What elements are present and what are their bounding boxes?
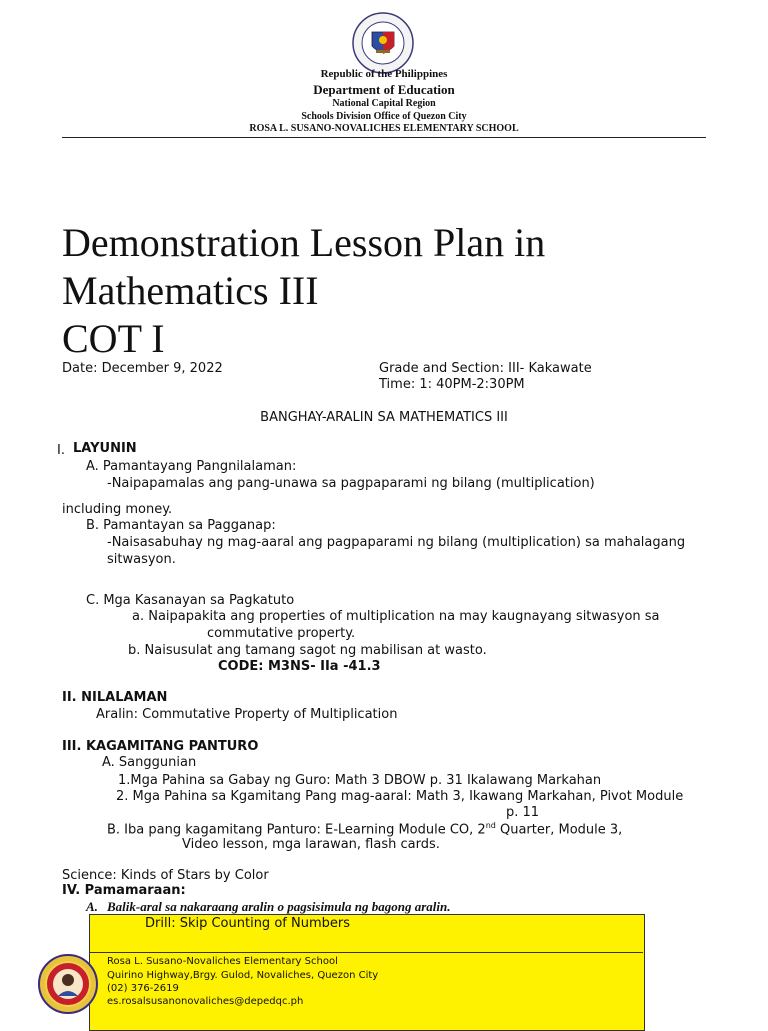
header-division: Schools Division Office of Quezon City — [301, 111, 467, 122]
footer-school-name: Rosa L. Susano-Novaliches Elementary School — [107, 956, 338, 967]
section1-c-label: C. Mga Kasanayan sa Pagkatuto — [86, 593, 295, 608]
header-department: Department of Education — [313, 82, 455, 97]
section1-a-text: -Naipapamalas ang pang-unawa sa pagpaparami ng bilang (multiplication) — [107, 476, 595, 491]
section3-a1: 1.Mga Pahina sa Gabay ng Guro: Math 3 DBOW p. 31 Ikalawang Markahan — [118, 773, 602, 788]
section2-aralin: Aralin: Commutative Property of Multiplication — [96, 707, 398, 722]
science-note: Science: Kinds of Stars by Color — [62, 868, 269, 883]
section3-b1-pre: B. Iba pang kagamitang Panturo: E-Learning Module CO, 2 — [107, 822, 486, 838]
section3-a2: 2. Mga Pahina sa Kgamitang Pang mag-aaral: Math 3, Ikawang Markahan, Pivot Module — [116, 789, 684, 804]
deped-seal-icon — [352, 12, 414, 74]
drill-label: Drill: Skip Counting of Numbers — [145, 916, 350, 931]
section3-title: III. KAGAMITANG PANTURO — [62, 739, 259, 754]
section3-b2: Video lesson, mga larawan, flash cards. — [182, 837, 440, 852]
lesson-date: Date: December 9, 2022 — [62, 361, 223, 376]
section3-b1-post: Quarter, Module 3, — [495, 822, 623, 838]
doc-title-line1: Demonstration Lesson Plan in — [62, 220, 546, 265]
doc-title-line3: COT I — [62, 316, 165, 361]
header-school: ROSA L. SUSANO-NOVALICHES ELEMENTARY SCHOOL — [249, 123, 519, 134]
section3-a2-page: p. 11 — [506, 805, 540, 820]
section1-title: LAYUNIN — [73, 441, 137, 456]
footer-divider — [89, 952, 643, 953]
section3-b1-sup: nd — [485, 821, 496, 830]
doc-title-line2: Mathematics III — [62, 268, 319, 313]
section1-number: I. — [57, 443, 65, 458]
school-logo-icon — [38, 954, 98, 1014]
section4-a-text: Balik-aral sa nakaraang aralin o pagsisimula ng bagong aralin. — [107, 899, 451, 914]
section4-title: IV. Pamamaraan: — [62, 883, 186, 898]
grade-section: Grade and Section: III- Kakawate — [379, 361, 592, 376]
section1-b-label: B. Pamantayan sa Pagganap: — [86, 518, 276, 533]
section1-a-continued: including money. — [62, 502, 173, 517]
section1-c-b: b. Naisusulat ang tamang sagot ng mabilisan at wasto. — [128, 643, 487, 658]
section1-c-a: a. Naipapakita ang properties of multiplication na may kaugnayang sitwasyon sa — [132, 609, 660, 624]
section1-c-a-cont: commutative property. — [207, 626, 356, 641]
footer-email[interactable]: es.rosalsusanonovaliches@depedqc.ph — [107, 996, 304, 1007]
header-republic: Republic of the Philippines — [320, 68, 448, 80]
footer-address: Quirino Highway,Brgy. Gulod, Novaliches, Quezon City — [107, 970, 379, 981]
header-divider — [62, 137, 706, 138]
section1-b-text-cont: sitwasyon. — [107, 552, 176, 567]
section1-b-text: -Naisasabuhay ng mag-aaral ang pagpaparami ng bilang (multiplication) sa mahalagang — [107, 535, 686, 550]
header-region: National Capital Region — [332, 98, 436, 109]
section3-b1 — [107, 821, 622, 837]
section3-a: A. Sanggunian — [102, 755, 197, 770]
lesson-subtitle: BANGHAY-ARALIN SA MATHEMATICS III — [260, 410, 508, 425]
section2-title: II. NILALAMAN — [62, 690, 168, 705]
section1-a-label: A. Pamantayang Pangnilalaman: — [86, 459, 297, 474]
section4-a-number: A. — [86, 899, 98, 914]
lesson-time: Time: 1: 40PM-2:30PM — [379, 377, 525, 392]
section1-code: CODE: M3NS- IIa -41.3 — [218, 659, 381, 674]
footer-phone: (02) 376-2619 — [107, 983, 179, 994]
